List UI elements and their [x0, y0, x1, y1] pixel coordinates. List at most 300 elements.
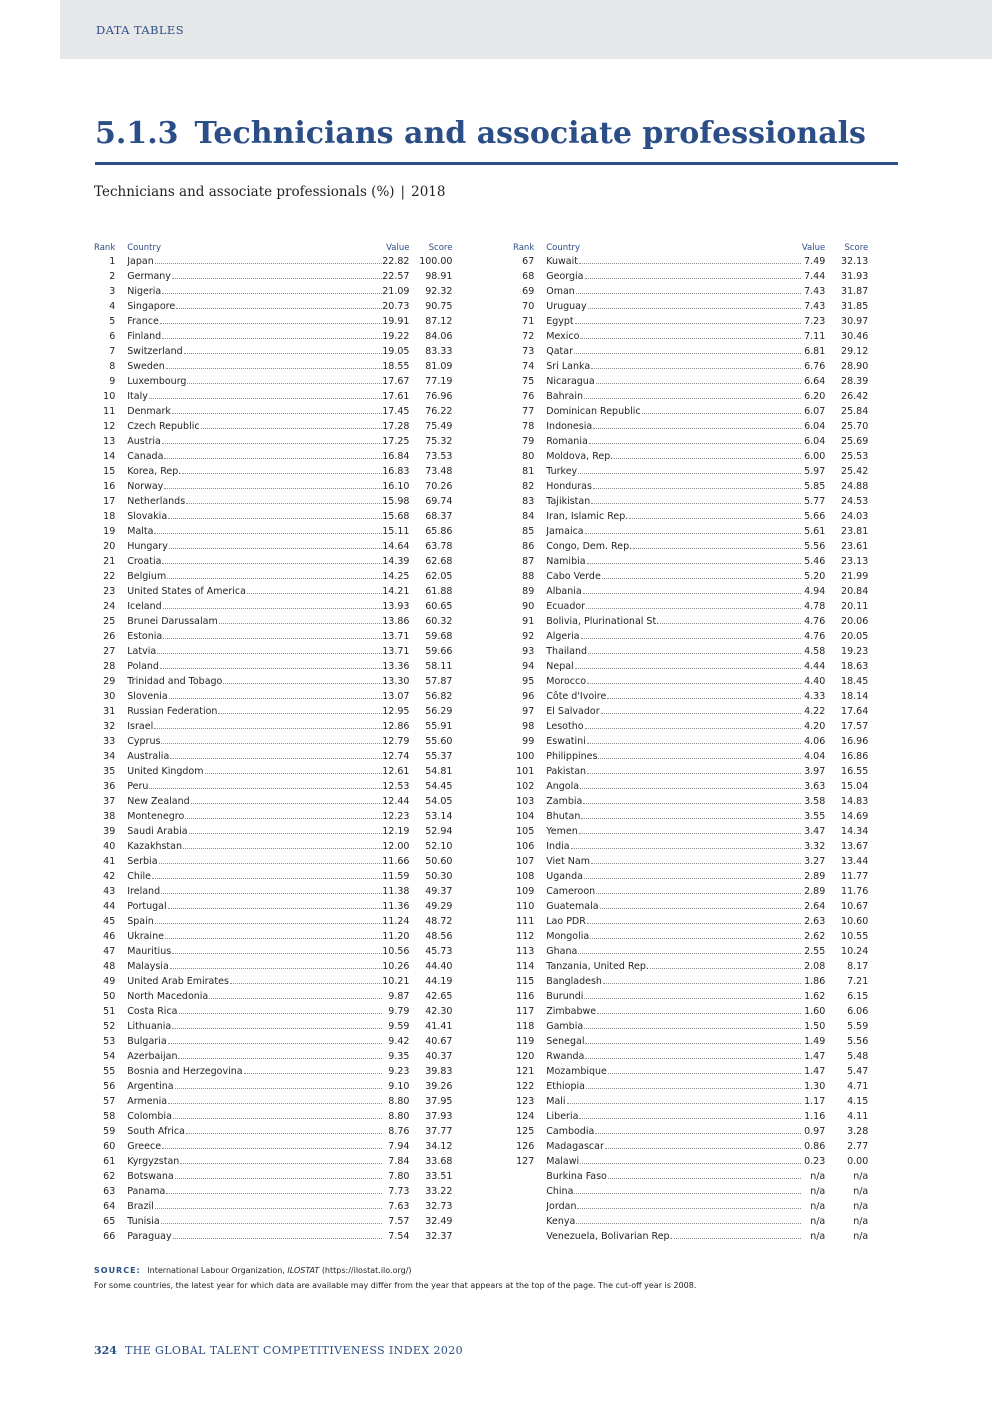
score-cell: 13.67	[841, 841, 869, 852]
country-cell	[127, 854, 382, 869]
rank-cell: 120	[516, 1051, 535, 1062]
value-cell: 7.73	[388, 1186, 410, 1197]
country-cell	[546, 839, 801, 854]
country-cell	[546, 764, 801, 779]
score-cell: 83.33	[425, 346, 453, 357]
rank-cell: 100	[516, 751, 535, 762]
value-header: Value	[386, 243, 410, 253]
value-cell: 3.27	[804, 856, 826, 867]
column-gap	[115, 449, 127, 464]
rank-cell	[513, 1169, 534, 1184]
score-cell: 24.53	[841, 496, 869, 507]
value-cell: 8.80	[388, 1111, 410, 1122]
country-cell	[127, 1214, 382, 1229]
country-name: Oman	[546, 286, 575, 297]
rank-cell: 86	[522, 541, 535, 552]
dot-leader	[674, 1238, 802, 1239]
country-cell	[127, 554, 382, 569]
value-cell: 5.85	[804, 481, 826, 492]
value-cell: 12.74	[382, 751, 410, 762]
dot-leader	[168, 1043, 383, 1044]
score-cell: 26.42	[841, 391, 869, 402]
score-cell: 76.22	[425, 406, 453, 417]
table-row	[513, 1154, 868, 1169]
country-cell	[546, 1124, 801, 1139]
dot-leader	[578, 953, 801, 954]
dot-leader	[165, 938, 382, 939]
dot-leader	[593, 488, 801, 489]
column-gap	[534, 554, 546, 569]
score-cell: 56.82	[425, 691, 453, 702]
country-name: Bhutan	[546, 811, 581, 822]
value-cell: 12.19	[382, 826, 410, 837]
score-cell: 52.10	[425, 841, 453, 852]
country-name: Mongolia	[546, 931, 590, 942]
table-row	[94, 524, 452, 539]
country-name: Lithuania	[127, 1021, 172, 1032]
source-link[interactable]: (https://ilostat.ilo.org/)	[321, 1266, 412, 1275]
score-cell: 75.49	[425, 421, 453, 432]
value-cell: 10.21	[382, 976, 410, 987]
dot-leader	[574, 1193, 801, 1194]
table-row	[94, 1199, 452, 1214]
value-cell: 6.00	[804, 451, 826, 462]
country-cell	[546, 1004, 801, 1019]
rank-cell: 90	[522, 601, 535, 612]
rank-cell: 116	[516, 991, 535, 1002]
value-cell: 0.86	[804, 1141, 826, 1152]
column-gap	[115, 674, 127, 689]
value-cell: 4.58	[804, 646, 826, 657]
column-gap	[534, 599, 546, 614]
column-gap	[115, 494, 127, 509]
score-cell: 57.87	[425, 676, 453, 687]
table-row	[513, 914, 868, 929]
score-cell: 52.94	[425, 826, 453, 837]
rank-cell: 91	[522, 616, 535, 627]
rank-header: Rank	[513, 243, 535, 253]
score-cell: 55.37	[425, 751, 453, 762]
dot-leader	[591, 503, 801, 504]
value-cell: 11.59	[382, 871, 410, 882]
score-cell: 5.56	[847, 1036, 869, 1047]
rank-cell: 36	[103, 781, 116, 792]
score-cell: 62.68	[425, 556, 453, 567]
score-cell: 7.21	[847, 976, 869, 987]
table-row	[94, 329, 452, 344]
score-cell: 60.65	[425, 601, 453, 612]
dot-leader	[600, 908, 802, 909]
table-subtitle	[94, 184, 445, 200]
country-name: Mali	[546, 1096, 566, 1107]
score-header: Score	[844, 243, 869, 253]
table-row	[513, 674, 868, 689]
table-row	[94, 569, 452, 584]
country-cell	[127, 839, 382, 854]
value-cell: 2.63	[804, 916, 826, 927]
rank-cell: 38	[103, 811, 116, 822]
rank-cell: 98	[522, 721, 535, 732]
rank-cell: 41	[103, 856, 116, 867]
table-row	[513, 929, 868, 944]
dot-leader	[183, 848, 382, 849]
country-cell	[546, 509, 801, 524]
score-cell: 56.29	[425, 706, 453, 717]
value-cell: 2.55	[804, 946, 826, 957]
table-row	[94, 1049, 452, 1064]
table-row	[94, 284, 452, 299]
dot-leader	[163, 638, 382, 639]
value-cell: 5.66	[804, 511, 826, 522]
dot-leader	[175, 1178, 383, 1179]
country-cell	[127, 674, 382, 689]
table-row	[94, 1169, 452, 1184]
value-cell: 7.44	[804, 271, 826, 282]
country-cell	[546, 629, 801, 644]
rank-cell: 85	[522, 526, 535, 537]
country-name: Korea, Rep.	[127, 466, 182, 477]
column-gap	[534, 269, 546, 284]
rank-cell: 125	[516, 1126, 535, 1137]
column-gap	[534, 374, 546, 389]
country-cell	[127, 689, 382, 704]
value-cell: 8.80	[388, 1096, 410, 1107]
dot-leader	[605, 1148, 801, 1149]
rank-cell: 121	[516, 1066, 535, 1077]
table-row	[94, 824, 452, 839]
value-cell: 19.91	[382, 316, 410, 327]
table-row	[513, 1034, 868, 1049]
score-cell: 69.74	[425, 496, 453, 507]
score-cell: 30.46	[841, 331, 869, 342]
page-number: 324	[94, 1344, 117, 1357]
score-cell: 20.06	[841, 616, 869, 627]
column-gap	[115, 734, 127, 749]
country-cell	[127, 524, 382, 539]
source-label: SOURCE:	[94, 1266, 141, 1275]
dot-leader	[596, 383, 802, 384]
country-cell	[546, 824, 801, 839]
country-cell	[127, 899, 382, 914]
score-cell: 44.40	[425, 961, 453, 972]
score-cell: 6.06	[847, 1006, 869, 1017]
country-cell	[546, 854, 801, 869]
country-cell	[546, 539, 801, 554]
country-cell	[127, 809, 382, 824]
column-gap	[115, 689, 127, 704]
table-row	[513, 719, 868, 734]
score-cell: 65.86	[425, 526, 453, 537]
table-row	[513, 854, 868, 869]
country-cell	[546, 1019, 801, 1034]
dot-leader	[180, 1163, 382, 1164]
country-name: Cambodia	[546, 1126, 595, 1137]
country-cell	[546, 689, 801, 704]
value-cell: 9.35	[388, 1051, 410, 1062]
rank-cell: 24	[103, 601, 116, 612]
country-name: New Zealand	[127, 796, 190, 807]
score-cell: 37.77	[425, 1126, 453, 1137]
value-cell: 5.20	[804, 571, 826, 582]
rank-cell: 82	[522, 481, 535, 492]
country-cell	[546, 554, 801, 569]
score-cell: 49.37	[425, 886, 453, 897]
table-header-row	[94, 242, 452, 254]
value-cell: 5.56	[804, 541, 826, 552]
column-gap	[534, 974, 546, 989]
dot-leader	[578, 473, 801, 474]
score-cell: 20.84	[841, 586, 869, 597]
score-header: Score	[428, 243, 453, 253]
dot-leader	[209, 998, 382, 999]
ranking-table-left	[94, 242, 452, 1244]
country-cell	[127, 629, 382, 644]
column-gap	[534, 719, 546, 734]
country-cell	[127, 269, 382, 284]
table-row	[94, 479, 452, 494]
value-cell: 19.22	[382, 331, 410, 342]
table-row	[513, 299, 868, 314]
rank-cell: 97	[522, 706, 535, 717]
table-row	[94, 629, 452, 644]
table-row	[513, 779, 868, 794]
country-cell	[127, 944, 382, 959]
dot-leader	[173, 1238, 383, 1239]
dot-leader	[161, 893, 382, 894]
score-cell: 14.83	[841, 796, 869, 807]
column-gap	[115, 944, 127, 959]
value-cell: 1.62	[804, 991, 826, 1002]
country-name: Burkina Faso	[546, 1171, 607, 1182]
value-cell: 3.63	[804, 781, 826, 792]
country-name: Pakistan	[546, 766, 587, 777]
score-cell: 16.96	[841, 736, 869, 747]
rank-cell: 75	[522, 376, 535, 387]
header-band	[60, 0, 992, 59]
country-name: Italy	[127, 391, 148, 402]
score-cell: 44.19	[425, 976, 453, 987]
country-name: Gambia	[546, 1021, 584, 1032]
table-row	[513, 434, 868, 449]
country-cell	[546, 749, 801, 764]
score-cell: 23.61	[841, 541, 869, 552]
country-name: Côte d'Ivoire	[546, 691, 607, 702]
country-cell	[127, 569, 382, 584]
dot-leader	[650, 968, 801, 969]
rank-cell: 110	[516, 901, 535, 912]
country-name: Estonia	[127, 631, 163, 642]
dot-leader	[182, 473, 382, 474]
rank-cell: 59	[103, 1126, 116, 1137]
score-cell: 10.67	[841, 901, 869, 912]
country-name: Tunisia	[127, 1216, 160, 1227]
country-name: Singapore	[127, 301, 176, 312]
dot-leader	[593, 428, 801, 429]
country-name: Peru	[127, 781, 149, 792]
score-cell: 21.99	[841, 571, 869, 582]
score-cell: 58.11	[425, 661, 453, 672]
column-gap	[115, 854, 127, 869]
column-gap	[534, 479, 546, 494]
country-name: Ethiopia	[546, 1081, 585, 1092]
score-cell: 55.91	[425, 721, 453, 732]
rank-cell: 106	[516, 841, 535, 852]
score-cell: 23.81	[841, 526, 869, 537]
country-name: Egypt	[546, 316, 574, 327]
dot-leader	[585, 1058, 801, 1059]
column-gap	[115, 1214, 127, 1229]
dot-leader	[172, 1028, 382, 1029]
table-row	[513, 584, 868, 599]
rank-cell: 60	[103, 1141, 116, 1152]
country-name: Poland	[127, 661, 159, 672]
subtitle-separator: |	[400, 184, 406, 200]
country-cell	[546, 269, 801, 284]
table-row	[513, 329, 868, 344]
column-gap	[115, 1004, 127, 1019]
country-name: Cabo Verde	[546, 571, 601, 582]
rank-cell: 93	[522, 646, 535, 657]
country-cell	[127, 509, 382, 524]
value-cell: 4.76	[804, 631, 826, 642]
rank-cell: 28	[103, 661, 116, 672]
column-gap	[115, 359, 127, 374]
country-name: Bangladesh	[546, 976, 602, 987]
dot-leader	[602, 578, 801, 579]
dot-leader	[579, 263, 801, 264]
country-cell	[127, 539, 382, 554]
table-row	[513, 1049, 868, 1064]
value-cell: 8.76	[388, 1126, 410, 1137]
rank-cell	[513, 1214, 534, 1229]
country-cell	[127, 494, 382, 509]
table-row	[94, 929, 452, 944]
value-cell: 13.71	[382, 646, 410, 657]
country-cell	[546, 524, 801, 539]
dot-leader	[152, 878, 382, 879]
rank-cell: 84	[522, 511, 535, 522]
dot-leader	[154, 533, 382, 534]
value-cell: 22.82	[382, 256, 410, 267]
table-row	[513, 629, 868, 644]
value-cell: 1.17	[804, 1096, 826, 1107]
ranking-table-right	[513, 242, 868, 1244]
dot-leader	[205, 773, 383, 774]
dot-leader	[587, 563, 802, 564]
dot-leader	[583, 593, 802, 594]
country-name: Malawi	[546, 1156, 580, 1167]
rank-cell: 49	[103, 976, 116, 987]
column-gap	[534, 959, 546, 974]
column-gap	[534, 359, 546, 374]
table-row	[513, 869, 868, 884]
table-row	[513, 1184, 868, 1199]
column-gap	[115, 524, 127, 539]
country-cell	[546, 449, 801, 464]
value-cell: 17.61	[382, 391, 410, 402]
rank-cell	[513, 1199, 534, 1214]
dot-leader	[166, 1193, 382, 1194]
country-cell	[546, 884, 801, 899]
rank-cell: 25	[103, 616, 116, 627]
value-cell: 1.30	[804, 1081, 826, 1092]
dot-leader	[218, 713, 382, 714]
country-name: Belgium	[127, 571, 167, 582]
value-cell: n/a	[810, 1186, 826, 1197]
value-cell: 7.84	[388, 1156, 410, 1167]
value-cell: 15.98	[382, 496, 410, 507]
rank-cell: 33	[103, 736, 116, 747]
table-row	[94, 809, 452, 824]
country-name: Greece	[127, 1141, 162, 1152]
rank-cell: 48	[103, 961, 116, 972]
country-name: Viet Nam	[546, 856, 590, 867]
country-name: Paraguay	[127, 1231, 172, 1242]
score-cell: 54.81	[425, 766, 453, 777]
dot-leader	[168, 908, 383, 909]
country-name: Qatar	[546, 346, 574, 357]
table-row	[94, 959, 452, 974]
country-name: Israel	[127, 721, 154, 732]
value-cell: n/a	[810, 1201, 826, 1212]
column-gap	[115, 554, 127, 569]
country-name: Lesotho	[546, 721, 584, 732]
country-cell	[546, 389, 801, 404]
country-cell	[127, 1019, 382, 1034]
rank-cell: 43	[103, 886, 116, 897]
rank-cell: 1	[109, 256, 116, 267]
score-cell: 55.60	[425, 736, 453, 747]
country-cell	[127, 1229, 382, 1244]
country-cell	[127, 419, 382, 434]
country-name: Guatemala	[546, 901, 599, 912]
table-row	[94, 494, 452, 509]
dot-leader	[579, 833, 801, 834]
value-cell: 9.23	[388, 1066, 410, 1077]
rank-cell: 19	[103, 526, 116, 537]
country-name: Nicaragua	[546, 376, 595, 387]
value-cell: 6.04	[804, 436, 826, 447]
table-row	[513, 464, 868, 479]
value-cell: 5.46	[804, 556, 826, 567]
country-cell	[546, 1049, 801, 1064]
column-gap	[115, 1139, 127, 1154]
table-row	[94, 1214, 452, 1229]
country-name: Kuwait	[546, 256, 578, 267]
dot-leader	[161, 743, 382, 744]
score-cell: 76.96	[425, 391, 453, 402]
dot-leader	[642, 413, 802, 414]
table-row	[94, 869, 452, 884]
dot-leader	[576, 293, 801, 294]
country-cell	[546, 719, 801, 734]
rank-cell: 45	[103, 916, 116, 927]
column-gap	[534, 584, 546, 599]
score-cell: 10.60	[841, 916, 869, 927]
column-gap	[115, 614, 127, 629]
rank-cell: 68	[522, 271, 535, 282]
country-cell	[127, 869, 382, 884]
value-cell: 17.67	[382, 376, 410, 387]
score-cell: 50.30	[425, 871, 453, 882]
country-name: India	[546, 841, 570, 852]
value-cell: 9.42	[388, 1036, 410, 1047]
column-gap	[534, 1004, 546, 1019]
rank-cell: 26	[103, 631, 116, 642]
table-row	[513, 269, 868, 284]
score-cell: 18.45	[841, 676, 869, 687]
country-cell	[127, 644, 382, 659]
